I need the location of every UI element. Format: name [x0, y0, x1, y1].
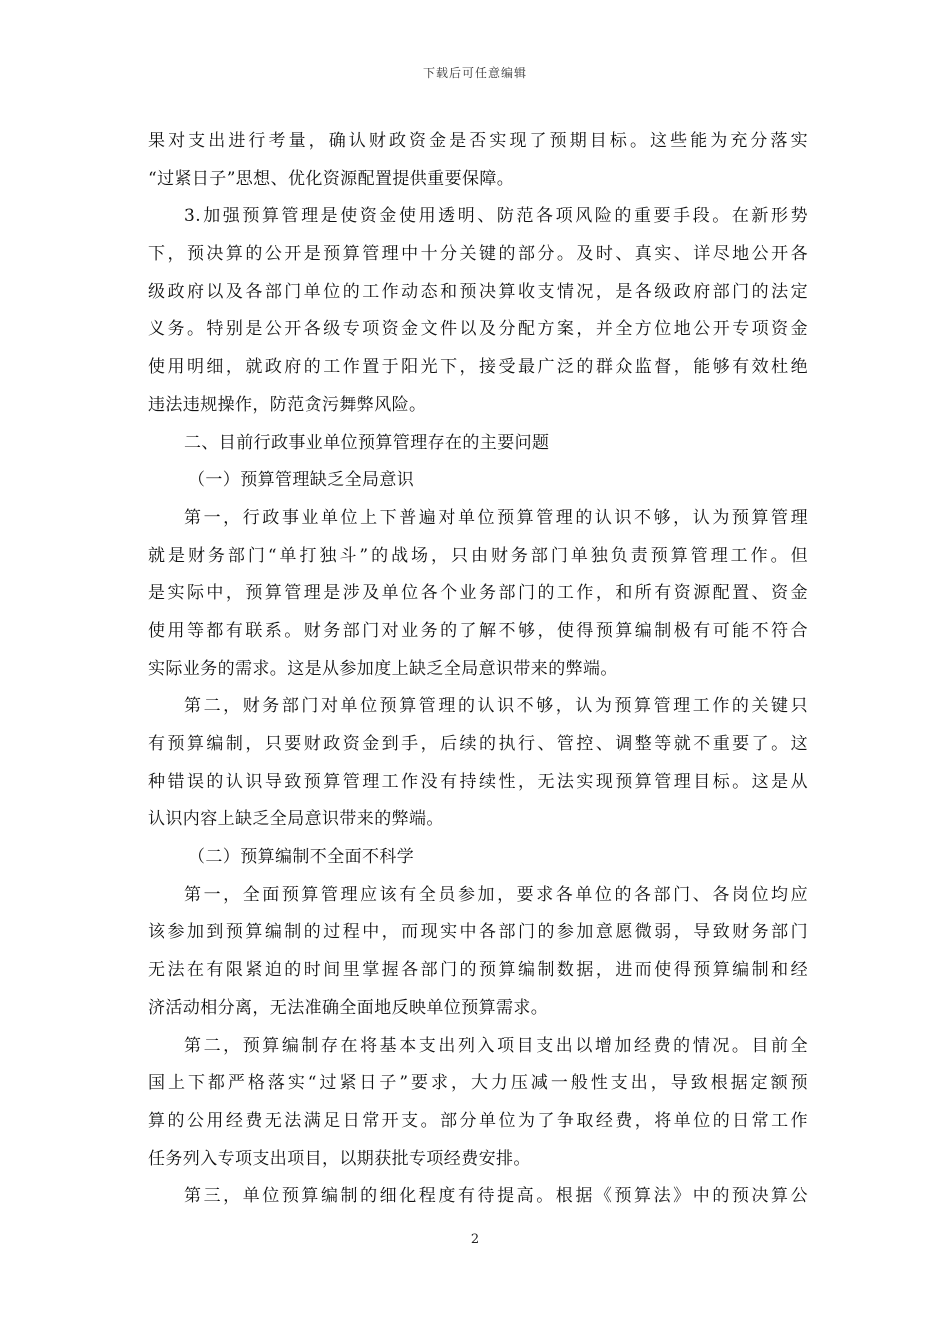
- text-line: 第三，单位预算编制的细化程度有待提高。根据《预算法》中的预决算公: [184, 1186, 808, 1207]
- text-line: 任务列入专项支出项目，以期获批专项经费安排。: [148, 1148, 531, 1169]
- text-line: 就是财务部门“单打独斗”的战场，只由财务部门单独负责预算管理工作。但: [148, 545, 808, 566]
- text-line: 使用等都有联系。财务部门对业务的了解不够，使得预算编制极有可能不符合: [148, 620, 808, 641]
- document-body: [148, 123, 808, 1216]
- text-line: 是实际中，预算管理是涉及单位各个业务部门的工作，和所有资源配置、资金: [148, 583, 808, 604]
- text-line: 义务。特别是公开各级专项资金文件以及分配方案，并全方位地公开专项资金: [148, 319, 808, 340]
- text-line: 第一，行政事业单位上下普遍对单位预算管理的认识不够，认为预算管理: [184, 507, 808, 528]
- text-line: 违法违规操作，防范贪污舞弊风险。: [148, 394, 427, 415]
- text-line: 济活动相分离，无法准确全面地反映单位预算需求。: [148, 997, 549, 1018]
- text-line: 算的公用经费无法满足日常开支。部分单位为了争取经费，将单位的日常工作: [148, 1110, 808, 1131]
- text-line: 第二，财务部门对单位预算管理的认识不够，认为预算管理工作的关键只: [184, 696, 808, 717]
- subsection-heading: （一）预算管理缺乏全局意识: [188, 470, 415, 491]
- text-line: 级政府以及各部门单位的工作动态和预决算收支情况，是各级政府部门的法定: [148, 281, 808, 302]
- text-line: 认识内容上缺乏全局意识带来的弊端。: [148, 809, 444, 830]
- text-line: 第一，全面预算管理应该有全员参加，要求各单位的各部门、各岗位均应: [184, 884, 808, 905]
- text-line: 果对支出进行考量，确认财政资金是否实现了预期目标。这些能为充分落实: [148, 131, 808, 151]
- text-line: 3.加强预算管理是使资金使用透明、防范各项风险的重要手段。在新形势: [184, 206, 808, 227]
- page-number: 2: [470, 1232, 480, 1247]
- text-line: 下，预决算的公开是预算管理中十分关键的部分。及时、真实、详尽地公开各: [148, 244, 808, 265]
- text-line: 实际业务的需求。这是从参加度上缺乏全局意识带来的弊端。: [148, 658, 618, 679]
- text-line: 第二，预算编制存在将基本支出列入项目支出以增加经费的情况。目前全: [184, 1035, 808, 1056]
- text-line: 该参加到预算编制的过程中，而现实中各部门的参加意愿微弱，导致财务部门: [148, 922, 808, 943]
- text-line: 国上下都严格落实“过紧日子”要求，大力压减一般性支出，导致根据定额预: [148, 1073, 808, 1094]
- text-line: “过紧日子”思想、优化资源配置提供重要保障。: [148, 168, 515, 189]
- page-header: 下载后可任意编辑: [422, 66, 527, 80]
- text-line: 种错误的认识导致预算管理工作没有持续性，无法实现预算管理目标。这是从: [148, 771, 808, 792]
- subsection-heading: （二）预算编制不全面不科学: [188, 847, 415, 868]
- text-line: 无法在有限紧迫的时间里掌握各部门的预算编制数据，进而使得预算编制和经: [148, 960, 808, 981]
- text-line: 使用明细，就政府的工作置于阳光下，接受最广泛的群众监督，能够有效杜绝: [148, 357, 808, 378]
- section-heading: 二、目前行政事业单位预算管理存在的主要问题: [184, 432, 550, 453]
- text-line: 有预算编制，只要财政资金到手，后续的执行、管控、调整等就不重要了。这: [148, 734, 808, 754]
